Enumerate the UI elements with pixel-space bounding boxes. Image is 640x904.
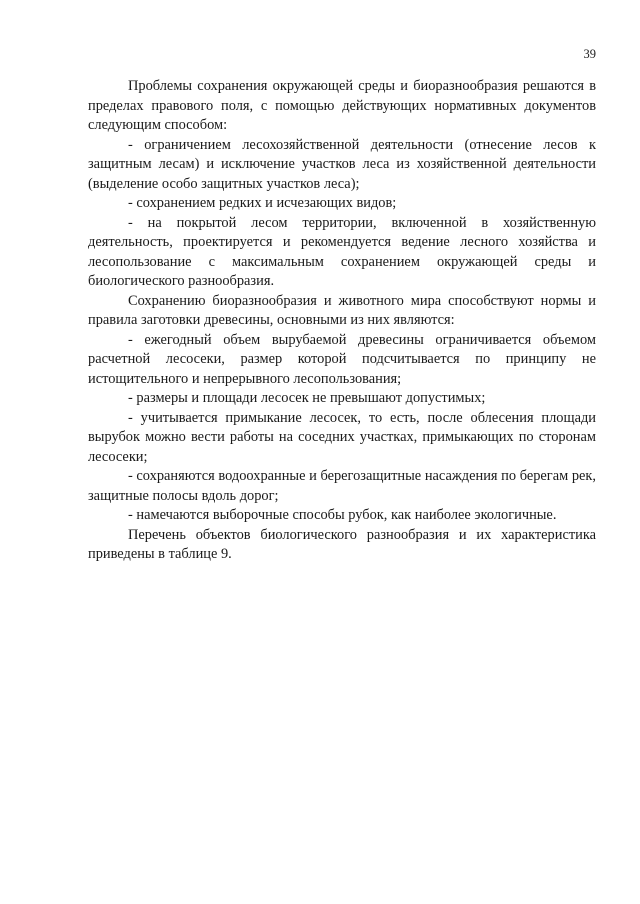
list-item: - намечаются выборочные способы рубок, как наиболее экологичные. bbox=[128, 507, 557, 523]
list-item: - размеры и площади лесосек не превышают допустимых; bbox=[128, 390, 486, 406]
paragraph-intro: Проблемы сохранения окружающей среды и биоразнообразия решаются в пределах правового поля, с помощью действующих нормативных документов следующим способом: bbox=[88, 78, 596, 133]
list-item: - на покрытой лесом территории, включенной в хозяйственную деятельность, проектируется и рекомендуется ведение лесного хозяйства и лесопользование с максимальным сохранением окружающей среды и биологического разнообразия. bbox=[88, 214, 596, 289]
list-item: - сохраняются водоохранные и берегозащитные насаждения по берегам рек, защитные полосы вдоль дорог; bbox=[88, 468, 596, 504]
list-item: - ограничением лесохозяйственной деятельности (отнесение лесов к защитным лесам) и исключение участков леса из хозяйственной деятельности (выделение особо защитных участков леса); bbox=[88, 136, 596, 192]
list-item: - ежегодный объем вырубаемой древесины ограничивается объемом расчетной лесосеки, размер которой подсчитывается по принципу не истощительного и непрерывного лесопользования; bbox=[88, 331, 596, 387]
paragraph-table-reference: Перечень объектов биологического разнообразия и их характеристика приведены в таблице 9. bbox=[88, 526, 596, 562]
page-number: 39 bbox=[583, 47, 596, 61]
paragraph-logging-rules: Сохранению биоразнообразия и животного мира способствуют нормы и правила заготовки древесины, основными из них являются: bbox=[88, 292, 596, 328]
body-text bbox=[88, 77, 596, 565]
list-item: - учитывается примыкание лесосек, то есть, после облесения площади вырубок можно вести работы на соседних участках, примыкающих по сторонам лесосеки; bbox=[88, 409, 596, 465]
list-item: - сохранением редких и исчезающих видов; bbox=[128, 195, 397, 211]
